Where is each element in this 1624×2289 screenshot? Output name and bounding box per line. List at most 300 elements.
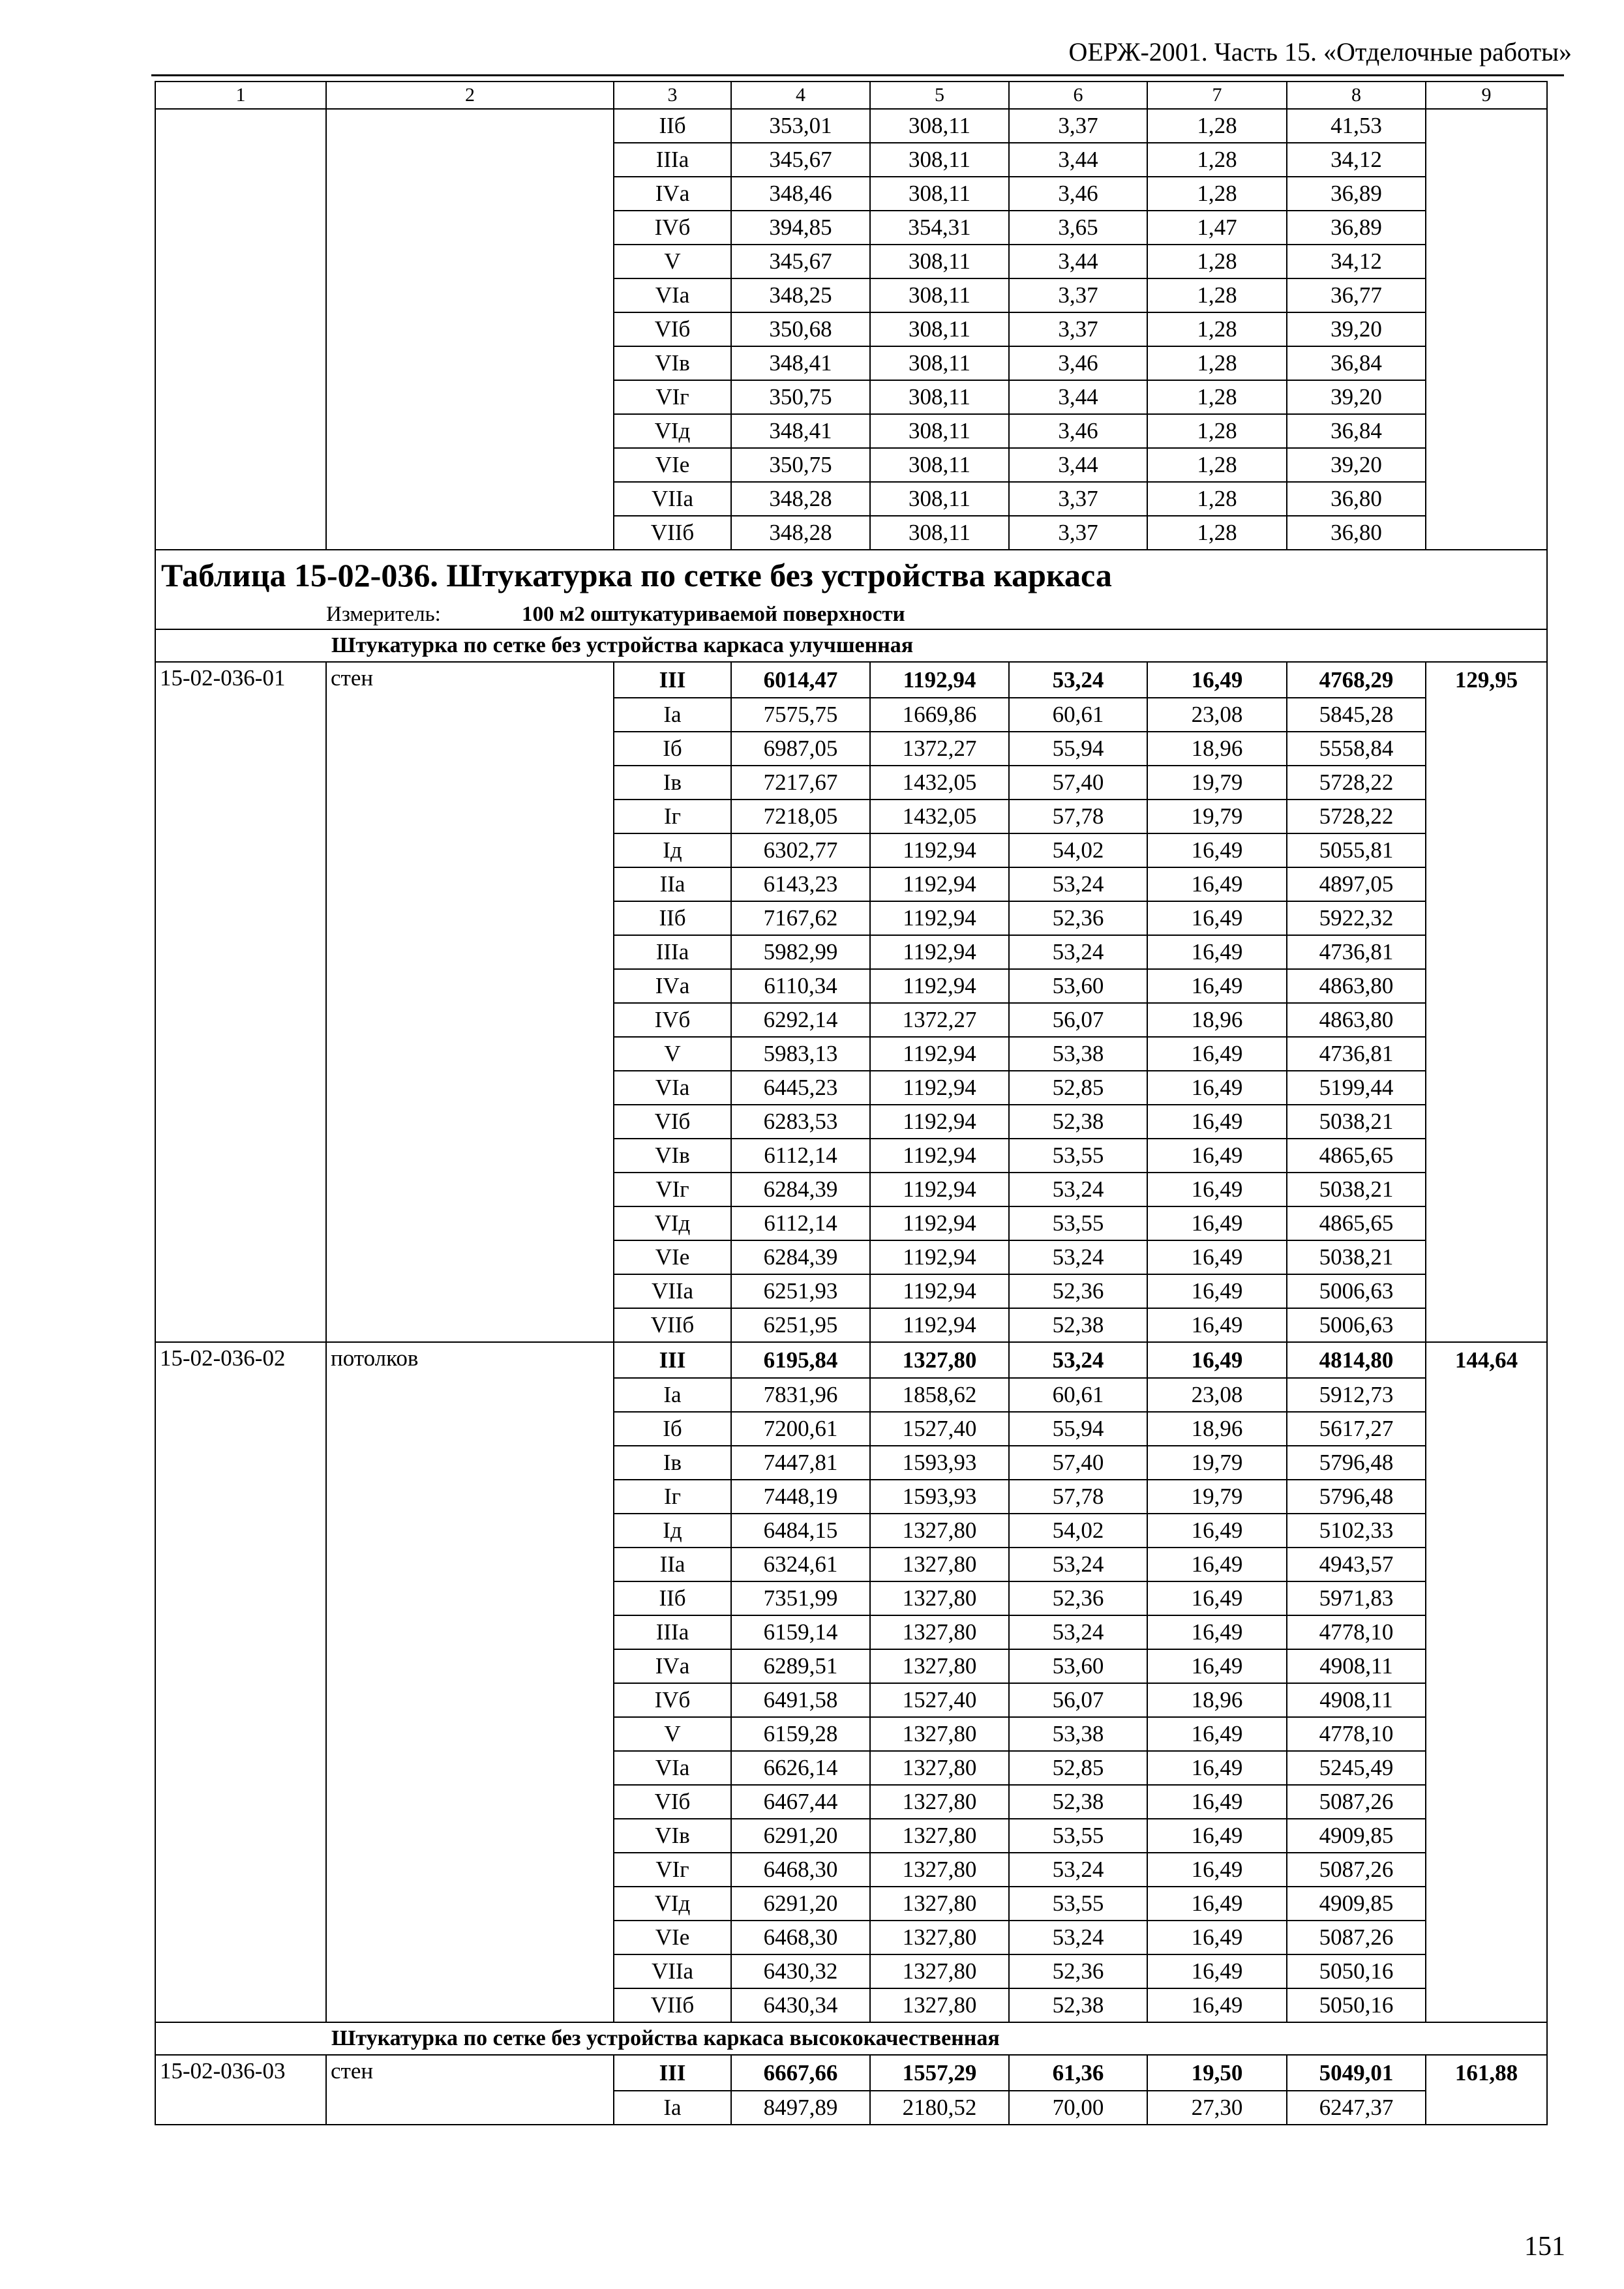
code-cell [155, 1751, 326, 1785]
value-cell: 6283,53 [731, 1105, 870, 1139]
price-table [155, 81, 1548, 2125]
header-rule [151, 74, 1564, 76]
name-cell [326, 1378, 614, 1412]
name-cell [326, 516, 614, 550]
code-cell [155, 698, 326, 732]
value-cell: 18,96 [1147, 732, 1287, 766]
table-title-row [155, 550, 1547, 600]
region-cell: VIг [614, 1853, 731, 1887]
value-cell: 52,36 [1009, 1954, 1147, 1988]
value-cell: 4736,81 [1287, 935, 1426, 969]
value-cell: 5728,22 [1287, 800, 1426, 833]
section-spacer [155, 2022, 326, 2055]
value-cell: 6159,28 [731, 1717, 870, 1751]
code-cell [155, 833, 326, 867]
code-cell [155, 867, 326, 901]
value-cell: 53,60 [1009, 969, 1147, 1003]
table-row [155, 1173, 1547, 1206]
name-cell [326, 698, 614, 732]
value-cell: 1,28 [1147, 109, 1287, 143]
value-cell: 53,38 [1009, 1037, 1147, 1071]
region-cell: VIв [614, 346, 731, 380]
table-row [155, 211, 1547, 245]
table-row [155, 1274, 1547, 1308]
col9-cell [1426, 109, 1547, 143]
name-cell: стен [326, 2055, 614, 2091]
value-cell: 5038,21 [1287, 1105, 1426, 1139]
value-cell: 57,78 [1009, 1480, 1147, 1514]
col9-cell [1426, 1308, 1547, 1342]
region-cell: VIе [614, 1921, 731, 1954]
region-cell: V [614, 1037, 731, 1071]
value-cell: 41,53 [1287, 109, 1426, 143]
code-cell [155, 482, 326, 516]
col9-cell [1426, 1240, 1547, 1274]
value-cell: 308,11 [870, 245, 1009, 278]
value-cell: 3,46 [1009, 346, 1147, 380]
value-cell: 308,11 [870, 448, 1009, 482]
table-row [155, 1139, 1547, 1173]
value-cell: 16,49 [1147, 1105, 1287, 1139]
table-row [155, 1308, 1547, 1342]
value-cell: 7200,61 [731, 1412, 870, 1446]
code-cell [155, 1446, 326, 1480]
code-cell [155, 969, 326, 1003]
col9-cell [1426, 1274, 1547, 1308]
col9-cell [1426, 1751, 1547, 1785]
region-cell: III [614, 2055, 731, 2091]
col9-cell [1426, 1446, 1547, 1480]
code-cell [155, 380, 326, 414]
code-cell [155, 1853, 326, 1887]
value-cell: 4909,85 [1287, 1819, 1426, 1853]
value-cell: 6445,23 [731, 1071, 870, 1105]
value-cell: 5050,16 [1287, 1954, 1426, 1988]
value-cell: 19,79 [1147, 1480, 1287, 1514]
region-cell: VIв [614, 1819, 731, 1853]
value-cell: 6292,14 [731, 1003, 870, 1037]
name-cell [326, 1921, 614, 1954]
value-cell: 6159,14 [731, 1615, 870, 1649]
value-cell: 60,61 [1009, 698, 1147, 732]
value-cell: 36,89 [1287, 177, 1426, 211]
section-title: Штукатурка по сетке без устройства каркаса улучшенная [326, 629, 1547, 662]
value-cell: 18,96 [1147, 1003, 1287, 1037]
value-cell: 53,55 [1009, 1206, 1147, 1240]
col9-cell [1426, 1412, 1547, 1446]
region-cell: IIIа [614, 935, 731, 969]
col9-cell [1426, 516, 1547, 550]
code-cell [155, 278, 326, 312]
value-cell: 1,28 [1147, 380, 1287, 414]
value-cell: 7575,75 [731, 698, 870, 732]
table-row [155, 1446, 1547, 1480]
value-cell: 1192,94 [870, 901, 1009, 935]
value-cell: 394,85 [731, 211, 870, 245]
table-row [155, 1683, 1547, 1717]
name-cell: стен [326, 662, 614, 698]
value-cell: 16,49 [1147, 1548, 1287, 1581]
value-cell: 70,00 [1009, 2091, 1147, 2125]
value-cell: 1327,80 [870, 1954, 1009, 1988]
value-cell: 53,55 [1009, 1887, 1147, 1921]
region-cell: V [614, 1717, 731, 1751]
value-cell: 5199,44 [1287, 1071, 1426, 1105]
value-cell: 56,07 [1009, 1003, 1147, 1037]
value-cell: 16,49 [1147, 901, 1287, 935]
name-cell [326, 245, 614, 278]
value-cell: 1327,80 [870, 1548, 1009, 1581]
value-cell: 34,12 [1287, 143, 1426, 177]
col9-cell: 144,64 [1426, 1342, 1547, 1378]
value-cell: 348,28 [731, 516, 870, 550]
name-cell [326, 1717, 614, 1751]
value-cell: 19,50 [1147, 2055, 1287, 2091]
col9-cell [1426, 1378, 1547, 1412]
col9-cell [1426, 1988, 1547, 2022]
col9-cell [1426, 245, 1547, 278]
region-cell: IVб [614, 1683, 731, 1717]
value-cell: 6195,84 [731, 1342, 870, 1378]
col9-cell [1426, 867, 1547, 901]
table-row [155, 346, 1547, 380]
code-cell [155, 1037, 326, 1071]
value-cell: 16,49 [1147, 1139, 1287, 1173]
code-cell [155, 1514, 326, 1548]
value-cell: 5006,63 [1287, 1274, 1426, 1308]
col9-cell [1426, 1037, 1547, 1071]
col9-cell [1426, 278, 1547, 312]
value-cell: 1192,94 [870, 662, 1009, 698]
name-cell [326, 346, 614, 380]
region-cell: VIIа [614, 482, 731, 516]
value-cell: 16,49 [1147, 1514, 1287, 1548]
value-cell: 3,44 [1009, 245, 1147, 278]
col9-cell [1426, 1921, 1547, 1954]
value-cell: 36,80 [1287, 516, 1426, 550]
value-cell: 19,79 [1147, 800, 1287, 833]
value-cell: 7448,19 [731, 1480, 870, 1514]
region-cell: IVа [614, 969, 731, 1003]
code-cell [155, 414, 326, 448]
value-cell: 1192,94 [870, 833, 1009, 867]
value-cell: 5038,21 [1287, 1240, 1426, 1274]
column-number: 1 [155, 82, 326, 109]
table-row [155, 969, 1547, 1003]
col9-cell [1426, 1887, 1547, 1921]
table-row [155, 1514, 1547, 1548]
code-cell [155, 1785, 326, 1819]
value-cell: 1192,94 [870, 1139, 1009, 1173]
value-cell: 1593,93 [870, 1480, 1009, 1514]
table-row [155, 1853, 1547, 1887]
column-number: 4 [731, 82, 870, 109]
table-row [155, 177, 1547, 211]
value-cell: 1,28 [1147, 516, 1287, 550]
measure-label: Измеритель: [326, 603, 441, 626]
name-cell [326, 1887, 614, 1921]
name-cell [326, 1412, 614, 1446]
value-cell: 1327,80 [870, 1819, 1009, 1853]
value-cell: 16,49 [1147, 969, 1287, 1003]
value-cell: 53,24 [1009, 1240, 1147, 1274]
value-cell: 6430,34 [731, 1988, 870, 2022]
value-cell: 5971,83 [1287, 1581, 1426, 1615]
value-cell: 16,49 [1147, 1921, 1287, 1954]
value-cell: 5796,48 [1287, 1480, 1426, 1514]
table-row [155, 143, 1547, 177]
name-cell [326, 1581, 614, 1615]
value-cell: 60,61 [1009, 1378, 1147, 1412]
column-number-row [155, 82, 1547, 109]
value-cell: 1,28 [1147, 278, 1287, 312]
value-cell: 308,11 [870, 380, 1009, 414]
value-cell: 18,96 [1147, 1412, 1287, 1446]
value-cell: 4736,81 [1287, 1037, 1426, 1071]
code-cell [155, 245, 326, 278]
value-cell: 53,60 [1009, 1649, 1147, 1683]
code-cell [155, 448, 326, 482]
code-cell [155, 1921, 326, 1954]
name-cell [326, 414, 614, 448]
name-cell [326, 1988, 614, 2022]
value-cell: 1192,94 [870, 1206, 1009, 1240]
value-cell: 5912,73 [1287, 1378, 1426, 1412]
value-cell: 52,36 [1009, 901, 1147, 935]
value-cell: 1527,40 [870, 1683, 1009, 1717]
value-cell: 16,49 [1147, 1819, 1287, 1853]
value-cell: 1,28 [1147, 312, 1287, 346]
value-cell: 5982,99 [731, 935, 870, 969]
value-cell: 1593,93 [870, 1446, 1009, 1480]
col9-cell [1426, 1785, 1547, 1819]
name-cell [326, 1105, 614, 1139]
region-cell: IVа [614, 1649, 731, 1683]
code-cell [155, 1003, 326, 1037]
value-cell: 16,49 [1147, 662, 1287, 698]
value-cell: 16,49 [1147, 1785, 1287, 1819]
region-cell: Iб [614, 732, 731, 766]
value-cell: 1192,94 [870, 1308, 1009, 1342]
region-cell: IIб [614, 109, 731, 143]
value-cell: 308,11 [870, 143, 1009, 177]
code-cell: 15-02-036-03 [155, 2055, 326, 2091]
value-cell: 16,49 [1147, 1071, 1287, 1105]
value-cell: 6430,32 [731, 1954, 870, 1988]
table-row [155, 833, 1547, 867]
region-cell: VIв [614, 1139, 731, 1173]
value-cell: 1192,94 [870, 1037, 1009, 1071]
region-cell: VIг [614, 380, 731, 414]
value-cell: 16,49 [1147, 1751, 1287, 1785]
table-row [155, 1548, 1547, 1581]
value-cell: 36,89 [1287, 211, 1426, 245]
table-title: Таблица 15-02-036. Штукатурка по сетке без устройства каркаса [155, 550, 1547, 600]
col9-cell [1426, 1105, 1547, 1139]
table-row [155, 935, 1547, 969]
value-cell: 6491,58 [731, 1683, 870, 1717]
value-cell: 1527,40 [870, 1412, 1009, 1446]
value-cell: 1,28 [1147, 346, 1287, 380]
col9-cell [1426, 800, 1547, 833]
value-cell: 3,44 [1009, 448, 1147, 482]
value-cell: 52,36 [1009, 1581, 1147, 1615]
col9-cell [1426, 1853, 1547, 1887]
page-number: 151 [1524, 2232, 1565, 2262]
value-cell: 348,46 [731, 177, 870, 211]
measure-cell [326, 600, 1547, 629]
table-row [155, 1887, 1547, 1921]
table-row [155, 1412, 1547, 1446]
region-cell: IIб [614, 1581, 731, 1615]
value-cell: 16,49 [1147, 1649, 1287, 1683]
value-cell: 52,36 [1009, 1274, 1147, 1308]
column-number: 2 [326, 82, 614, 109]
code-cell [155, 2091, 326, 2125]
value-cell: 3,37 [1009, 109, 1147, 143]
code-cell [155, 312, 326, 346]
value-cell: 1327,80 [870, 1581, 1009, 1615]
value-cell: 19,79 [1147, 766, 1287, 800]
code-cell [155, 1240, 326, 1274]
value-cell: 16,49 [1147, 1173, 1287, 1206]
value-cell: 5087,26 [1287, 1921, 1426, 1954]
col9-cell: 161,88 [1426, 2055, 1547, 2091]
region-cell: IIIа [614, 143, 731, 177]
value-cell: 23,08 [1147, 1378, 1287, 1412]
region-cell: Iа [614, 1378, 731, 1412]
value-cell: 53,55 [1009, 1139, 1147, 1173]
name-cell [326, 1071, 614, 1105]
value-cell: 57,40 [1009, 1446, 1147, 1480]
table-row [155, 901, 1547, 935]
measure-row [155, 600, 1547, 629]
value-cell: 7351,99 [731, 1581, 870, 1615]
region-cell: VIа [614, 1071, 731, 1105]
value-cell: 16,49 [1147, 833, 1287, 867]
region-cell: Iа [614, 698, 731, 732]
col9-cell [1426, 143, 1547, 177]
value-cell: 308,11 [870, 346, 1009, 380]
name-cell [326, 143, 614, 177]
value-cell: 6291,20 [731, 1887, 870, 1921]
table-row [155, 1988, 1547, 2022]
value-cell: 6987,05 [731, 732, 870, 766]
table-row [155, 732, 1547, 766]
col9-cell [1426, 698, 1547, 732]
value-cell: 3,44 [1009, 380, 1147, 414]
value-cell: 16,49 [1147, 1274, 1287, 1308]
value-cell: 3,65 [1009, 211, 1147, 245]
region-cell: VIIб [614, 516, 731, 550]
value-cell: 16,49 [1147, 1717, 1287, 1751]
name-cell [326, 482, 614, 516]
value-cell: 308,11 [870, 177, 1009, 211]
value-cell: 308,11 [870, 414, 1009, 448]
value-cell: 348,41 [731, 346, 870, 380]
name-cell [326, 867, 614, 901]
col9-cell [1426, 732, 1547, 766]
value-cell: 1372,27 [870, 732, 1009, 766]
table-row [155, 1480, 1547, 1514]
table-row [155, 1785, 1547, 1819]
value-cell: 1327,80 [870, 1785, 1009, 1819]
value-cell: 5558,84 [1287, 732, 1426, 766]
value-cell: 4908,11 [1287, 1683, 1426, 1717]
value-cell: 16,49 [1147, 1615, 1287, 1649]
table-row [155, 312, 1547, 346]
value-cell: 6667,66 [731, 2055, 870, 2091]
table-row [155, 1751, 1547, 1785]
value-cell: 36,84 [1287, 346, 1426, 380]
value-cell: 2180,52 [870, 2091, 1009, 2125]
name-cell [326, 800, 614, 833]
value-cell: 3,37 [1009, 516, 1147, 550]
value-cell: 1192,94 [870, 867, 1009, 901]
value-cell: 3,37 [1009, 312, 1147, 346]
value-cell: 5102,33 [1287, 1514, 1426, 1548]
column-number: 8 [1287, 82, 1426, 109]
value-cell: 1,28 [1147, 143, 1287, 177]
region-cell: VIб [614, 1785, 731, 1819]
value-cell: 54,02 [1009, 833, 1147, 867]
value-cell: 6112,14 [731, 1139, 870, 1173]
region-cell: VIIа [614, 1954, 731, 1988]
name-cell [326, 1173, 614, 1206]
region-cell: IIIа [614, 1615, 731, 1649]
value-cell: 57,40 [1009, 766, 1147, 800]
region-cell: VIIб [614, 1988, 731, 2022]
value-cell: 308,11 [870, 516, 1009, 550]
region-cell: VIе [614, 448, 731, 482]
value-cell: 1557,29 [870, 2055, 1009, 2091]
value-cell: 1192,94 [870, 1274, 1009, 1308]
name-cell [326, 1003, 614, 1037]
code-cell [155, 211, 326, 245]
table-row [155, 800, 1547, 833]
col9-cell [1426, 1003, 1547, 1037]
section-row [155, 2022, 1547, 2055]
name-cell [326, 1308, 614, 1342]
name-cell [326, 448, 614, 482]
table-row [155, 278, 1547, 312]
region-cell: VIб [614, 312, 731, 346]
value-cell: 8497,89 [731, 2091, 870, 2125]
name-cell [326, 380, 614, 414]
value-cell: 6467,44 [731, 1785, 870, 1819]
running-header: ОЕРЖ-2001. Часть 15. «Отделочные работы» [1068, 37, 1572, 67]
value-cell: 3,44 [1009, 143, 1147, 177]
value-cell: 1669,86 [870, 698, 1009, 732]
value-cell: 34,12 [1287, 245, 1426, 278]
name-cell [326, 278, 614, 312]
code-cell [155, 732, 326, 766]
value-cell: 5055,81 [1287, 833, 1426, 867]
value-cell: 16,49 [1147, 1853, 1287, 1887]
value-cell: 53,24 [1009, 1548, 1147, 1581]
value-cell: 308,11 [870, 312, 1009, 346]
value-cell: 53,24 [1009, 867, 1147, 901]
region-cell: VIб [614, 1105, 731, 1139]
code-cell [155, 1649, 326, 1683]
value-cell: 6484,15 [731, 1514, 870, 1548]
column-number: 9 [1426, 82, 1547, 109]
value-cell: 5050,16 [1287, 1988, 1426, 2022]
value-cell: 55,94 [1009, 732, 1147, 766]
value-cell: 53,24 [1009, 1615, 1147, 1649]
region-cell: VIа [614, 1751, 731, 1785]
col9-cell [1426, 1615, 1547, 1649]
